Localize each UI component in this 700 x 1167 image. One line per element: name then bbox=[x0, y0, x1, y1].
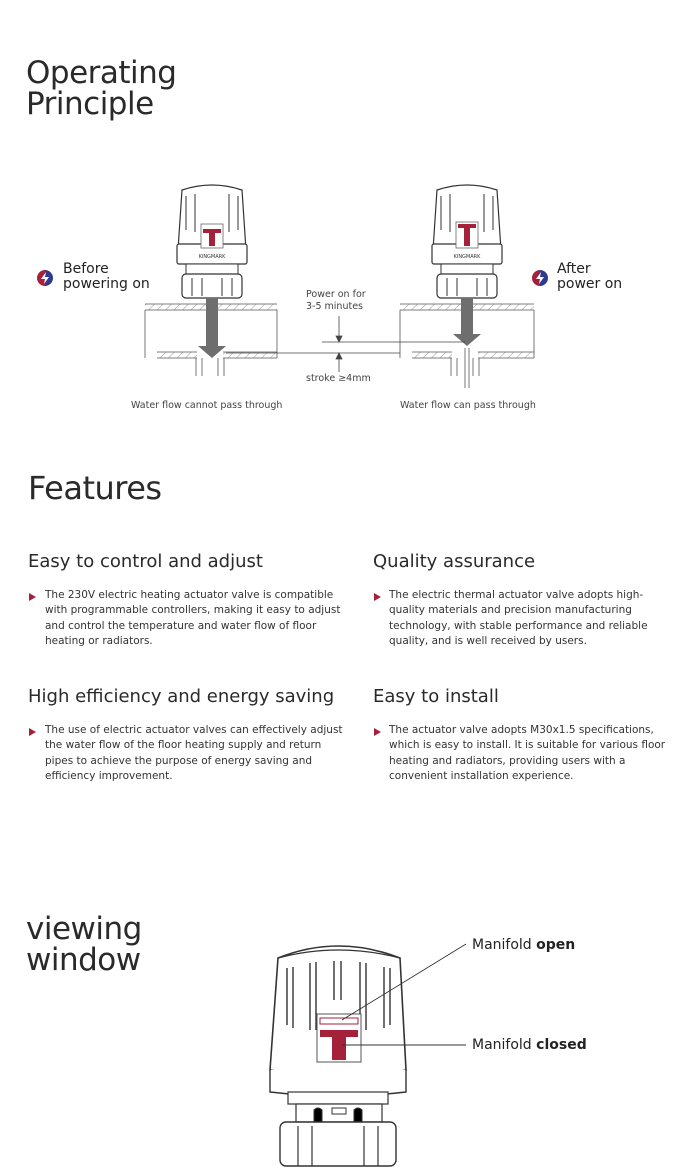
features-title: Features bbox=[28, 469, 162, 507]
pipe-right bbox=[400, 298, 534, 388]
bullet-triangle-icon bbox=[29, 593, 36, 601]
brand-logo: KINGMARK bbox=[453, 254, 481, 260]
label-prefix: Manifold bbox=[472, 1037, 537, 1053]
label-line: Before bbox=[63, 261, 109, 277]
pipe-left bbox=[145, 298, 277, 376]
feature-body: The electric thermal actuator valve adopts high-quality materials and precision manufacturing technology, with stable performance and reliable quality, and is well received by users. bbox=[389, 589, 648, 647]
manifold-open-label bbox=[472, 937, 575, 953]
stroke-dimension bbox=[226, 316, 465, 372]
feature-title: High efficiency and energy saving bbox=[28, 686, 335, 707]
label-line: After bbox=[557, 261, 591, 277]
actuator-right bbox=[432, 185, 502, 298]
manifold-closed-label bbox=[472, 1037, 587, 1053]
title-line: Principle bbox=[26, 86, 154, 122]
title-line: window bbox=[26, 942, 141, 978]
power-lightning-icon bbox=[37, 270, 53, 286]
actuator-large bbox=[270, 946, 406, 1166]
label-line: 3-5 minutes bbox=[306, 301, 363, 312]
stroke-label: stroke ≥4mm bbox=[306, 373, 371, 384]
label-prefix: Manifold bbox=[472, 937, 537, 953]
brand-logo: KINGMARK bbox=[198, 254, 226, 260]
feature-title: Easy to install bbox=[373, 686, 499, 707]
after-power-label bbox=[557, 262, 622, 292]
feature-body: The actuator valve adopts M30x1.5 specifications, which is easy to install. It is suitable for various floor heating and radiators, providing users with a convenient installation experience. bbox=[389, 724, 666, 782]
title-line: Operating bbox=[26, 55, 177, 91]
caption-right: Water flow can pass through bbox=[400, 400, 536, 411]
bullet-triangle-icon bbox=[374, 728, 381, 736]
label-line: powering on bbox=[63, 276, 150, 292]
label-state: closed bbox=[536, 1037, 587, 1053]
bullet-triangle-icon bbox=[374, 593, 381, 601]
bullet-triangle-icon bbox=[29, 728, 36, 736]
feature-body: The 230V electric heating actuator valve is compatible with programmable controllers, making it easy to adjust and control the temperature and water flow of floor heating or radiators. bbox=[45, 589, 341, 647]
title-line: viewing bbox=[26, 911, 142, 947]
actuator-left bbox=[177, 185, 247, 298]
feature-title: Quality assurance bbox=[373, 551, 536, 572]
label-state: open bbox=[536, 937, 576, 953]
label-line: power on bbox=[557, 276, 623, 292]
power-on-duration bbox=[306, 289, 366, 313]
before-powering-label bbox=[63, 262, 150, 292]
feature-body: The use of electric actuator valves can effectively adjust the water flow of the floor heating supply and return pipes to achieve the purpose of energy saving and efficiency improvement. bbox=[45, 724, 343, 782]
feature-title: Easy to control and adjust bbox=[28, 551, 263, 572]
power-lightning-icon bbox=[532, 270, 548, 286]
label-line: Power on for bbox=[306, 289, 366, 300]
caption-left: Water flow cannot pass through bbox=[131, 400, 283, 411]
